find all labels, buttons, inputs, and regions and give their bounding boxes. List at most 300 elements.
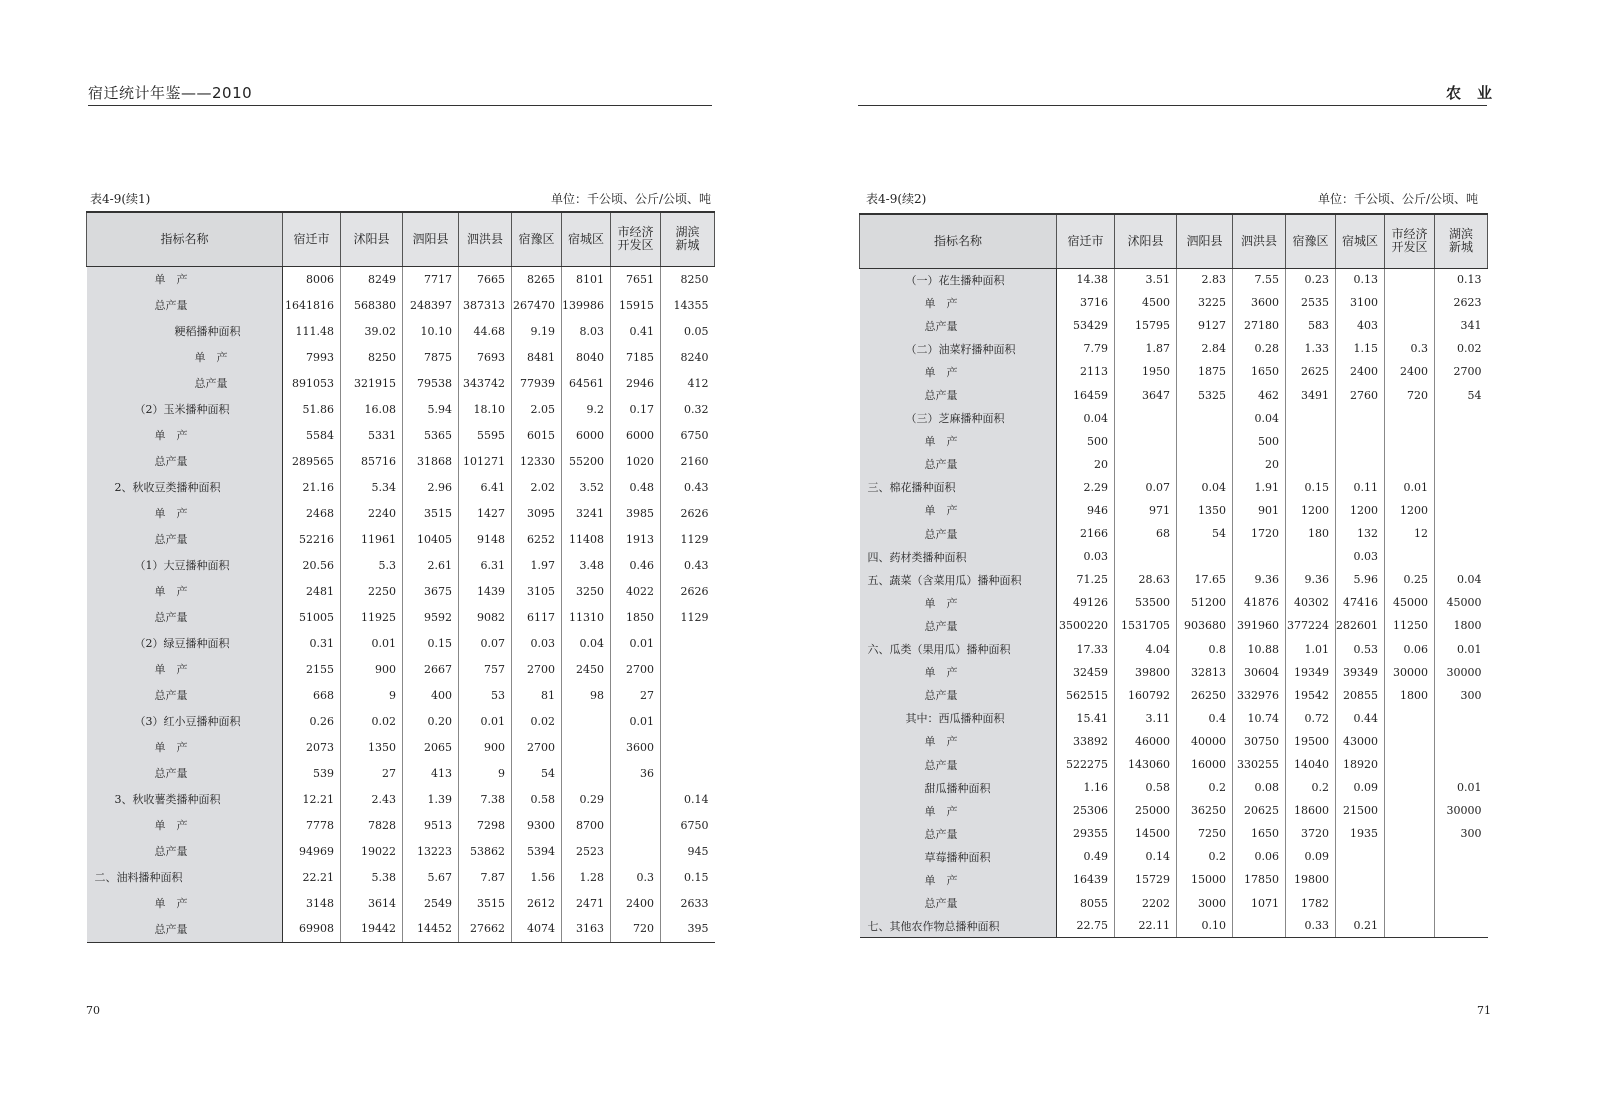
table-caption-right: 表4-9(续2): [866, 192, 927, 206]
table-cell: 18600: [1286, 799, 1336, 822]
table-cell: 28.63: [1115, 568, 1177, 591]
row-indicator-name: 草莓播种面积: [860, 845, 1057, 868]
table-cell: 5.67: [403, 864, 459, 890]
table-cell: 1800: [1435, 614, 1488, 637]
table-cell: 6000: [611, 422, 661, 448]
table-cell: 0.11: [1336, 476, 1385, 499]
col-header-shuyang: 沭阳县: [341, 212, 403, 266]
row-indicator-name: 总产量: [87, 604, 283, 630]
table-cell: 7693: [459, 344, 512, 370]
table-cell: 0.09: [1286, 845, 1336, 868]
col-header-sucheng: 宿城区: [562, 212, 611, 266]
table-cell: 5.3: [341, 552, 403, 578]
table-cell: 0.46: [611, 552, 661, 578]
table-cell: 400: [403, 682, 459, 708]
table-cell: [1336, 430, 1385, 453]
table-cell: 0.29: [562, 786, 611, 812]
table-cell: 30000: [1435, 661, 1488, 684]
table-cell: 0.2: [1286, 776, 1336, 799]
table-cell: 14.38: [1076, 273, 1108, 287]
unit-label-right: 单位：千公顷、公斤/公顷、吨: [1318, 192, 1479, 206]
table-cell: 30604: [1233, 661, 1286, 684]
table-cell: [1177, 430, 1233, 453]
table-cell: 0.03: [1083, 550, 1108, 564]
row-indicator-name: （一）花生播种面积: [860, 268, 1057, 291]
table-cell: 562515: [1066, 688, 1108, 702]
table-cell: 20.56: [302, 558, 334, 572]
table-cell: [1435, 892, 1488, 915]
table-cell: 32459: [1073, 665, 1108, 679]
table-cell: [661, 760, 715, 786]
table-cell: [1385, 707, 1435, 730]
table-cell: [1233, 545, 1286, 568]
table-cell: 2667: [403, 656, 459, 682]
table-row: [860, 730, 1488, 753]
table-cell: 3095: [512, 500, 562, 526]
table-cell: 341: [1435, 314, 1488, 337]
table-row: [87, 656, 715, 682]
table-cell: 4074: [512, 916, 562, 942]
table-cell: 101271: [459, 448, 512, 474]
table-cell: 21.16: [302, 480, 334, 494]
table-cell: 2700: [512, 734, 562, 760]
table-cell: 22.21: [302, 870, 334, 884]
row-indicator-name: 单 产: [860, 291, 1057, 314]
table-cell: 0.20: [403, 708, 459, 734]
table-cell: 0.43: [661, 474, 715, 500]
table-row: [87, 526, 715, 552]
table-cell: 539: [313, 766, 334, 780]
table-cell: 22.11: [1115, 915, 1177, 938]
table-cell: 1.33: [1286, 337, 1336, 360]
table-cell: 2760: [1336, 383, 1385, 406]
table-cell: 3600: [611, 734, 661, 760]
table-cell: 2549: [403, 890, 459, 916]
table-cell: [1336, 868, 1385, 891]
table-cell: [1177, 453, 1233, 476]
table-cell: 1850: [611, 604, 661, 630]
table-row: [860, 915, 1488, 938]
table-cell: 10.10: [403, 318, 459, 344]
row-indicator-name: 总产量: [860, 453, 1057, 476]
table-cell: 3163: [562, 916, 611, 942]
table-cell: 0.15: [403, 630, 459, 656]
table-cell: 7651: [611, 266, 661, 292]
table-cell: 462: [1233, 383, 1286, 406]
table-cell: 2450: [562, 656, 611, 682]
row-indicator-name: 四、药材类播种面积: [860, 545, 1057, 568]
table-cell: 9127: [1177, 314, 1233, 337]
table-cell: 1200: [1286, 499, 1336, 522]
table-cell: 1.97: [512, 552, 562, 578]
table-cell: [611, 812, 661, 838]
table-cell: 0.23: [1286, 268, 1336, 291]
table-cell: [562, 708, 611, 734]
table-cell: 15729: [1115, 868, 1177, 891]
table-cell: 2625: [1286, 360, 1336, 383]
table-cell: [1286, 430, 1336, 453]
row-indicator-name: 单 产: [87, 656, 283, 682]
col-header-siyang: 泗阳县: [1177, 214, 1233, 268]
table-cell: 3.51: [1115, 268, 1177, 291]
table-cell: 26250: [1177, 684, 1233, 707]
table-row: [87, 708, 715, 734]
row-indicator-name: （2）绿豆播种面积: [87, 630, 283, 656]
table-cell: 3000: [1177, 892, 1233, 915]
table-cell: [661, 682, 715, 708]
table-cell: 46000: [1115, 730, 1177, 753]
table-row: [87, 786, 715, 812]
table-cell: 29355: [1073, 827, 1108, 841]
row-indicator-name: （三）芝麻播种面积: [860, 407, 1057, 430]
table-cell: 8.03: [562, 318, 611, 344]
table-cell: 1.15: [1336, 337, 1385, 360]
table-cell: 71.25: [1076, 573, 1108, 587]
table-cell: 403: [1336, 314, 1385, 337]
table-cell: [661, 630, 715, 656]
table-cell: 0.01: [1385, 476, 1435, 499]
table-cell: 19500: [1286, 730, 1336, 753]
table-cell: [1435, 476, 1488, 499]
table-cell: 15.41: [1076, 711, 1108, 725]
table-cell: 14355: [661, 292, 715, 318]
row-indicator-name: 单 产: [87, 344, 283, 370]
table-cell: 85716: [341, 448, 403, 474]
table-row: [87, 734, 715, 760]
table-cell: 1650: [1233, 822, 1286, 845]
table-cell: 0.44: [1336, 707, 1385, 730]
row-indicator-name: 六、瓜类（果用瓜）播种面积: [860, 638, 1057, 661]
table-cell: [1336, 407, 1385, 430]
table-cell: 0.01: [459, 708, 512, 734]
table-cell: 8265: [512, 266, 562, 292]
table-cell: 1129: [661, 604, 715, 630]
table-cell: 5.94: [403, 396, 459, 422]
table-cell: 2.83: [1177, 268, 1233, 291]
table-cell: 248397: [403, 292, 459, 318]
table-cell: 583: [1286, 314, 1336, 337]
table-cell: [1385, 822, 1435, 845]
table-cell: 94969: [299, 844, 334, 858]
row-indicator-name: 总产量: [87, 370, 283, 396]
table-cell: 39800: [1115, 661, 1177, 684]
table-caption-left: 表4-9(续1): [90, 192, 151, 206]
table-row: [860, 476, 1488, 499]
table-cell: [1115, 453, 1177, 476]
table-cell: 0.07: [459, 630, 512, 656]
table-cell: 0.15: [1286, 476, 1336, 499]
table-cell: [611, 838, 661, 864]
table-cell: 9592: [403, 604, 459, 630]
table-cell: 7298: [459, 812, 512, 838]
table-cell: 0.10: [1177, 915, 1233, 938]
table-cell: 51200: [1177, 591, 1233, 614]
row-indicator-name: 总产量: [87, 526, 283, 552]
table-row: [860, 337, 1488, 360]
table-cell: 9300: [512, 812, 562, 838]
table-row: [860, 776, 1488, 799]
table-cell: 2166: [1080, 527, 1108, 541]
table-cell: 300: [1435, 822, 1488, 845]
table-cell: [1115, 545, 1177, 568]
table-cell: 0.53: [1336, 638, 1385, 661]
table-cell: [1286, 453, 1336, 476]
table-cell: 9.36: [1233, 568, 1286, 591]
row-indicator-name: 总产量: [87, 760, 283, 786]
table-cell: 18920: [1336, 753, 1385, 776]
table-cell: 3250: [562, 578, 611, 604]
data-table-right: [859, 213, 1488, 938]
table-cell: [1435, 430, 1488, 453]
row-indicator-name: 单 产: [860, 591, 1057, 614]
table-cell: 13223: [403, 838, 459, 864]
table-cell: 3241: [562, 500, 611, 526]
table-cell: 900: [341, 656, 403, 682]
table-cell: 5595: [459, 422, 512, 448]
table-cell: 68: [1115, 522, 1177, 545]
table-cell: 2113: [1080, 365, 1108, 379]
table-cell: 8040: [562, 344, 611, 370]
table-row: [860, 591, 1488, 614]
table-cell: 3985: [611, 500, 661, 526]
table-cell: 47416: [1336, 591, 1385, 614]
table-cell: 30750: [1233, 730, 1286, 753]
table-cell: 3600: [1233, 291, 1286, 314]
table-cell: 6000: [562, 422, 611, 448]
table-row: [87, 760, 715, 786]
row-indicator-name: 总产量: [87, 292, 283, 318]
table-cell: 20625: [1233, 799, 1286, 822]
table-cell: 9: [459, 760, 512, 786]
table-cell: 0.2: [1177, 776, 1233, 799]
table-cell: 500: [1233, 430, 1286, 453]
table-cell: [1435, 453, 1488, 476]
table-cell: 16.08: [341, 396, 403, 422]
table-cell: [1336, 892, 1385, 915]
table-cell: 2065: [403, 734, 459, 760]
table-cell: 1350: [1177, 499, 1233, 522]
table-cell: 31868: [403, 448, 459, 474]
table-cell: 11250: [1385, 614, 1435, 637]
table-cell: 2250: [341, 578, 403, 604]
table-cell: 2.05: [512, 396, 562, 422]
row-indicator-name: 总产量: [860, 822, 1057, 845]
table-cell: 6015: [512, 422, 562, 448]
table-cell: 16459: [1073, 388, 1108, 402]
table-row: [87, 266, 715, 292]
table-cell: 54: [1435, 383, 1488, 406]
table-cell: 36: [611, 760, 661, 786]
table-cell: 0.3: [1385, 337, 1435, 360]
table-cell: 10.88: [1233, 638, 1286, 661]
table-row: [87, 552, 715, 578]
table-cell: 9.36: [1286, 568, 1336, 591]
col-header-sihong: 泗洪县: [1233, 214, 1286, 268]
table-row: [860, 684, 1488, 707]
table-cell: 282601: [1336, 614, 1385, 637]
table-cell: 568380: [341, 292, 403, 318]
table-row: [860, 522, 1488, 545]
table-row: [87, 292, 715, 318]
table-cell: 5584: [306, 428, 334, 442]
table-cell: 0.32: [661, 396, 715, 422]
table-row: [87, 604, 715, 630]
table-cell: 0.03: [512, 630, 562, 656]
row-indicator-name: 2、秋收豆类播种面积: [87, 474, 283, 500]
table-cell: 1650: [1233, 360, 1286, 383]
left-page: [0, 0, 804, 1099]
table-cell: 0.28: [1233, 337, 1286, 360]
table-cell: 903680: [1177, 614, 1233, 637]
table-cell: 7.55: [1233, 268, 1286, 291]
table-cell: 69908: [283, 916, 341, 942]
row-indicator-name: 总产量: [860, 522, 1057, 545]
table-row: [87, 370, 715, 396]
table-cell: 3500220: [1059, 619, 1108, 633]
table-cell: 1439: [459, 578, 512, 604]
table-cell: 971: [1115, 499, 1177, 522]
table-cell: 81: [512, 682, 562, 708]
table-cell: [1385, 892, 1435, 915]
table-cell: 22.75: [1057, 915, 1115, 938]
table-cell: 79538: [403, 370, 459, 396]
table-cell: 2523: [562, 838, 611, 864]
table-cell: 2481: [306, 584, 334, 598]
row-indicator-name: 总产量: [860, 614, 1057, 637]
table-cell: 6.31: [459, 552, 512, 578]
row-indicator-name: （3）红小豆播种面积: [87, 708, 283, 734]
table-cell: 1641816: [285, 298, 334, 312]
col-header-hubin: 湖滨新城: [661, 212, 715, 266]
table-row: [87, 838, 715, 864]
table-cell: 1913: [611, 526, 661, 552]
table-cell: 0.17: [611, 396, 661, 422]
table-cell: 5.38: [341, 864, 403, 890]
table-cell: [1286, 407, 1336, 430]
row-indicator-name: 总产量: [860, 684, 1057, 707]
table-cell: 7665: [459, 266, 512, 292]
table-cell: 10405: [403, 526, 459, 552]
table-cell: 15915: [611, 292, 661, 318]
col-header-sihong: 泗洪县: [459, 212, 512, 266]
unit-label-left: 单位：千公顷、公斤/公顷、吨: [551, 192, 712, 206]
table-cell: 9: [341, 682, 403, 708]
table-cell: 2240: [341, 500, 403, 526]
table-row: [860, 314, 1488, 337]
table-cell: 160792: [1115, 684, 1177, 707]
table-cell: 321915: [341, 370, 403, 396]
table-cell: 3720: [1286, 822, 1336, 845]
table-cell: 19022: [341, 838, 403, 864]
table-cell: 1.28: [562, 864, 611, 890]
table-cell: [1385, 291, 1435, 314]
row-indicator-name: 单 产: [87, 812, 283, 838]
table-cell: [1385, 799, 1435, 822]
table-cell: 1531705: [1115, 614, 1177, 637]
table-cell: 30000: [1385, 661, 1435, 684]
table-cell: 64561: [562, 370, 611, 396]
row-indicator-name: （二）油菜籽播种面积: [860, 337, 1057, 360]
table-cell: 1.87: [1115, 337, 1177, 360]
table-cell: 27: [611, 682, 661, 708]
table-row: [87, 318, 715, 344]
table-cell: [1385, 753, 1435, 776]
table-cell: 0.04: [1177, 476, 1233, 499]
table-cell: 45000: [1435, 591, 1488, 614]
row-indicator-name: 单 产: [87, 422, 283, 448]
table-cell: 332976: [1233, 684, 1286, 707]
table-cell: 49126: [1073, 596, 1108, 610]
table-cell: 0.21: [1336, 915, 1385, 938]
table-cell: 3.11: [1115, 707, 1177, 730]
table-cell: 5365: [403, 422, 459, 448]
table-cell: 1071: [1233, 892, 1286, 915]
table-cell: 12330: [512, 448, 562, 474]
table-cell: 12: [1385, 522, 1435, 545]
table-cell: 6252: [512, 526, 562, 552]
table-row: [860, 661, 1488, 684]
table-cell: [1286, 545, 1336, 568]
table-cell: 1782: [1286, 892, 1336, 915]
table-cell: 2155: [306, 662, 334, 676]
table-cell: 53429: [1073, 319, 1108, 333]
table-cell: 0.72: [1286, 707, 1336, 730]
col-header-siyang: 泗阳县: [403, 212, 459, 266]
table-cell: 143060: [1115, 753, 1177, 776]
table-cell: 0.15: [661, 864, 715, 890]
table-cell: 1129: [661, 526, 715, 552]
table-cell: [1435, 845, 1488, 868]
table-cell: 53: [459, 682, 512, 708]
table-cell: 20855: [1336, 684, 1385, 707]
table-cell: 9148: [459, 526, 512, 552]
table-row: [860, 545, 1488, 568]
table-cell: 500: [1087, 434, 1108, 448]
table-cell: 8250: [341, 344, 403, 370]
row-indicator-name: 总产量: [87, 838, 283, 864]
table-cell: 1.16: [1083, 781, 1108, 795]
table-row: [87, 812, 715, 838]
table-cell: [1336, 453, 1385, 476]
table-row: [87, 682, 715, 708]
table-cell: 0.13: [1435, 268, 1488, 291]
table-cell: [1115, 430, 1177, 453]
table-cell: 17.65: [1177, 568, 1233, 591]
table-cell: 0.31: [309, 636, 334, 650]
table-row: [87, 500, 715, 526]
table-cell: [1385, 845, 1435, 868]
table-cell: 8101: [562, 266, 611, 292]
table-row: [860, 407, 1488, 430]
table-cell: 0.25: [1385, 568, 1435, 591]
table-cell: 16439: [1073, 873, 1108, 887]
table-cell: 0.49: [1083, 850, 1108, 864]
table-row: [87, 630, 715, 656]
col-header-indicator: 指标名称: [860, 214, 1057, 268]
row-indicator-name: 单 产: [87, 734, 283, 760]
running-head-right: 农 业: [1446, 84, 1493, 102]
table-cell: 19442: [341, 916, 403, 942]
table-cell: 1800: [1385, 684, 1435, 707]
table-row: [87, 890, 715, 916]
table-cell: 14040: [1286, 753, 1336, 776]
table-cell: 43000: [1336, 730, 1385, 753]
table-cell: [1435, 499, 1488, 522]
table-cell: 9.2: [562, 396, 611, 422]
table-row: [860, 499, 1488, 522]
table-cell: 51005: [299, 610, 334, 624]
table-cell: 45000: [1385, 591, 1435, 614]
